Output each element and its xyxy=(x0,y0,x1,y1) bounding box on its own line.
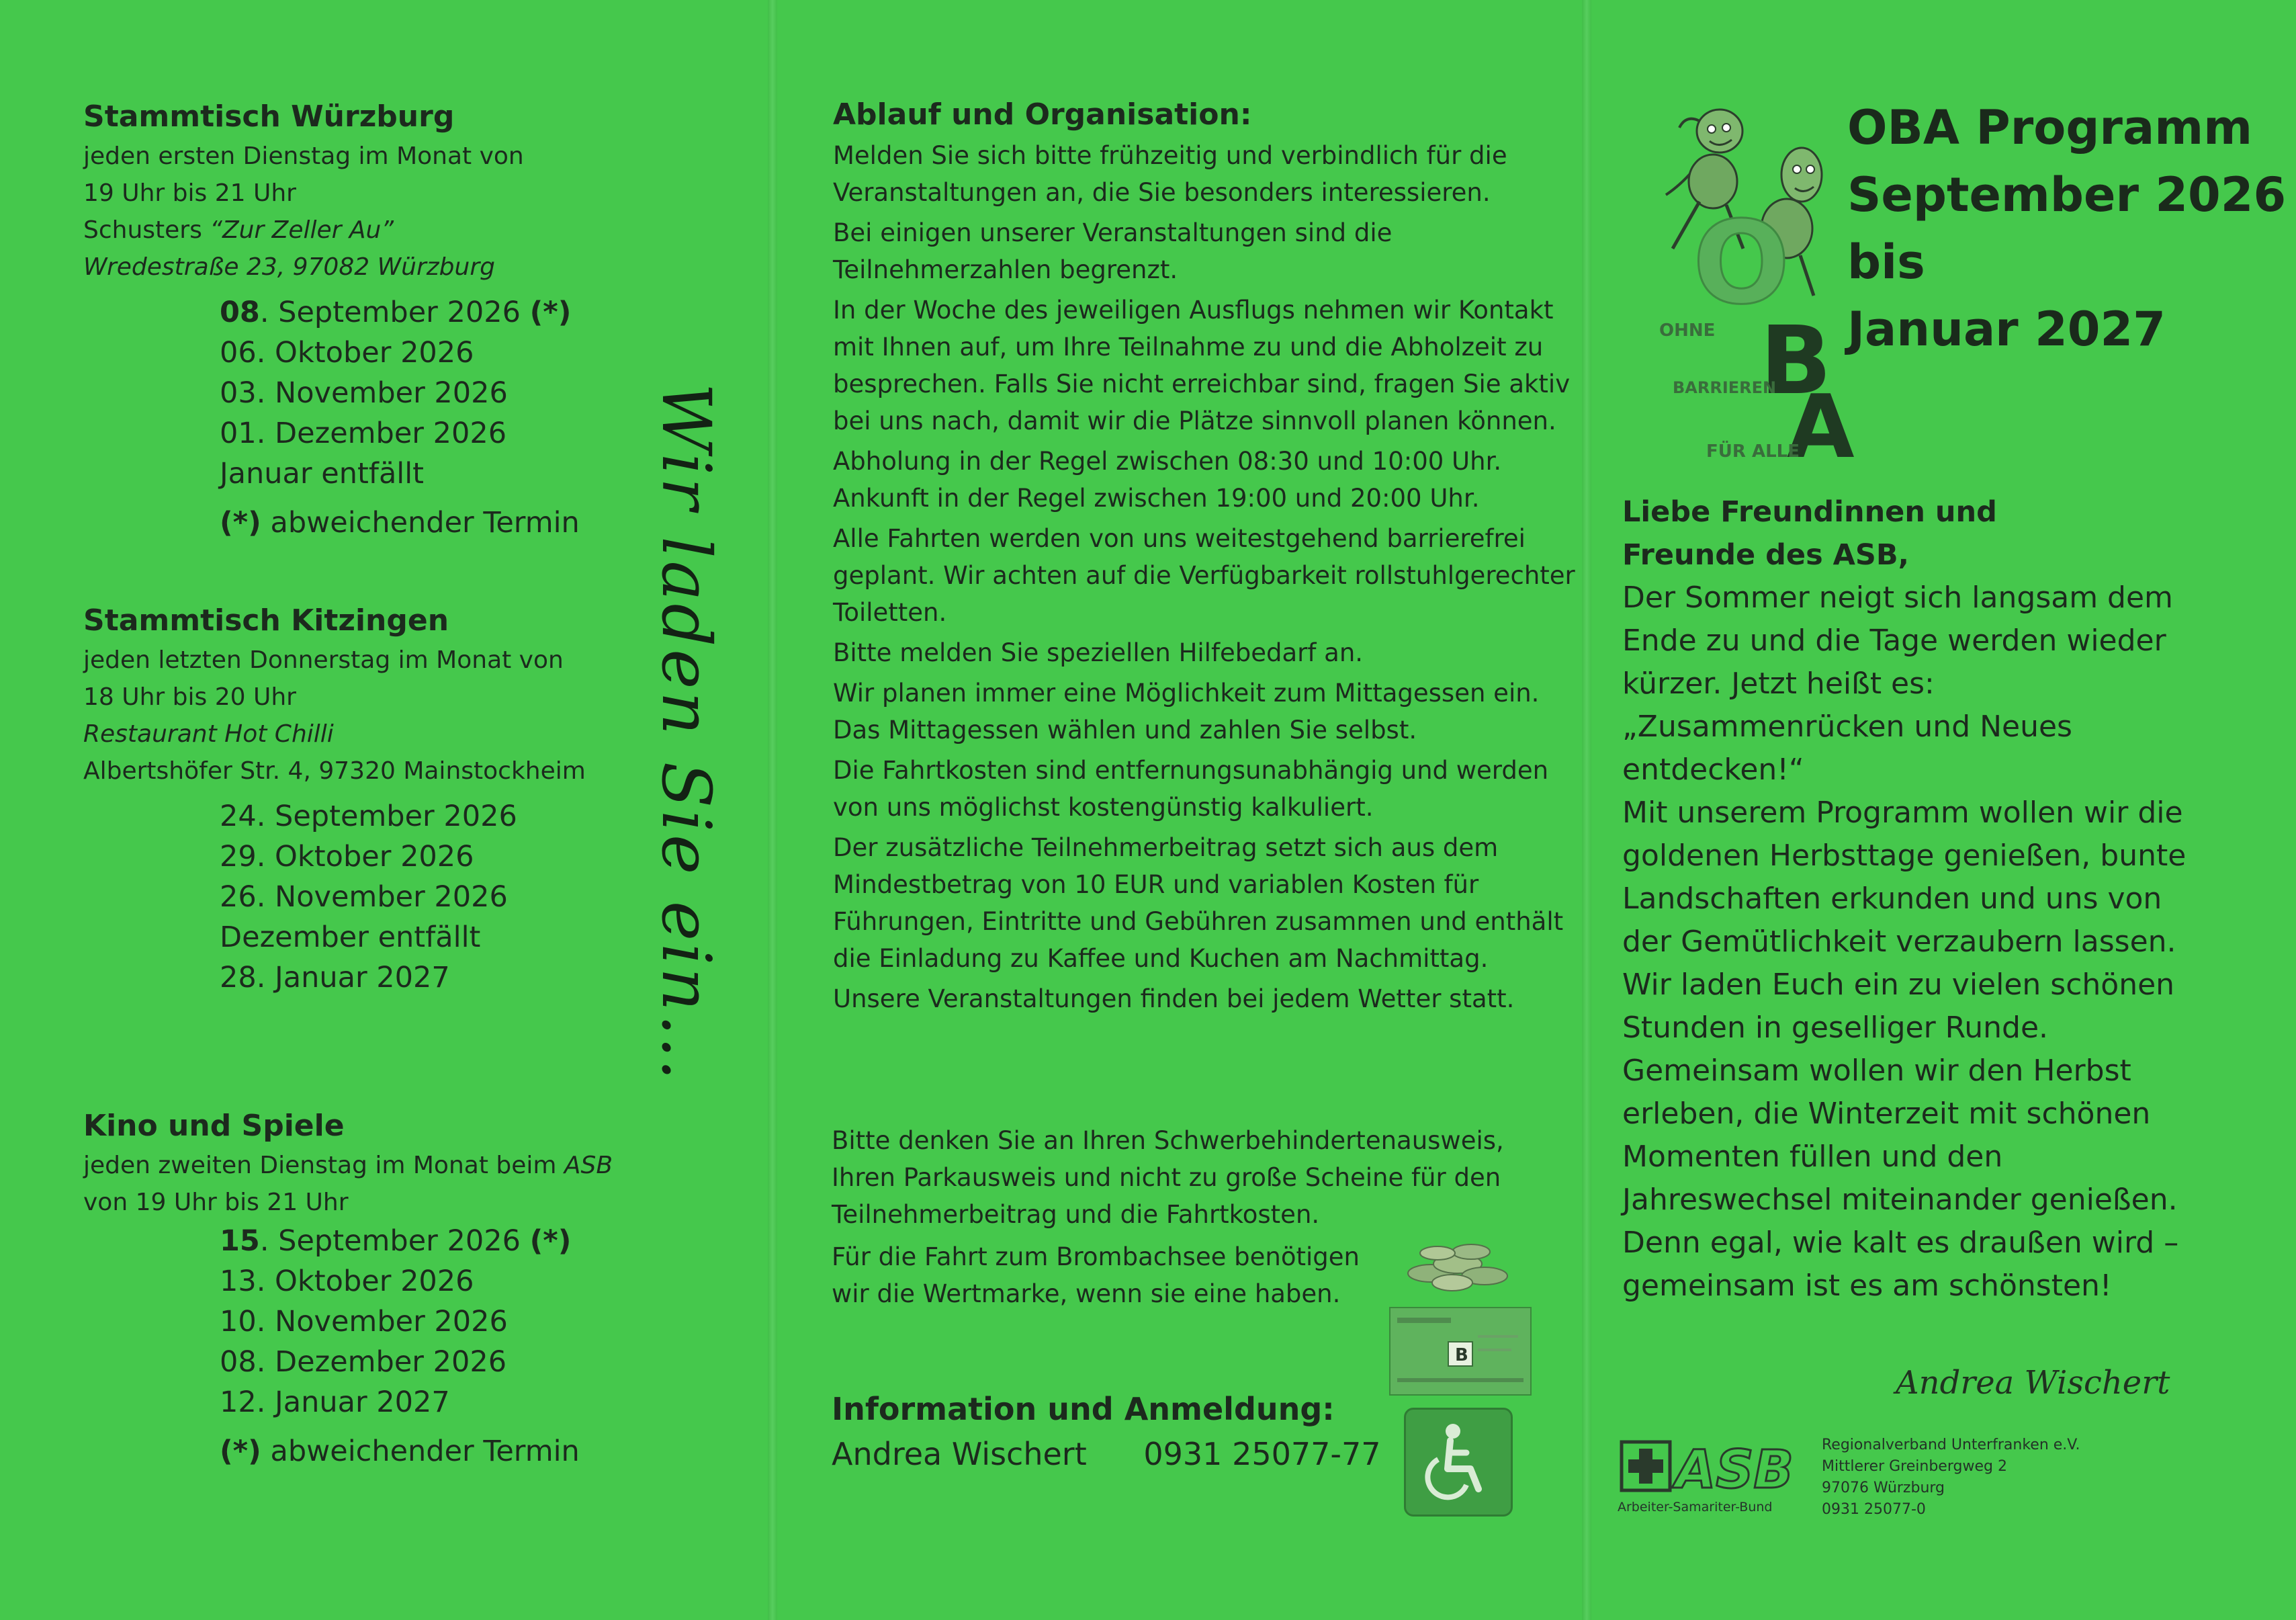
address-line: 0931 25077-0 xyxy=(1822,1501,1926,1518)
panel-left xyxy=(0,0,772,1620)
event-dates xyxy=(220,796,688,998)
procedure-paragraph: Die Fahrtkosten sind entfernungsunabhängig und werden von uns möglichst kostengünstig kalkuliert. xyxy=(833,756,1549,822)
date-item xyxy=(220,1302,688,1342)
date-item xyxy=(220,454,688,494)
letter-line: Momenten füllen und den xyxy=(1622,1140,2003,1174)
program-title xyxy=(1847,94,2286,363)
event-time-line: 18 Uhr bis 20 Uhr xyxy=(83,683,296,711)
procedure-paragraph: Melden Sie sich bitte frühzeitig und verbindlich für die Veranstaltungen an, die Sie besonders interessieren. xyxy=(833,141,1507,207)
date-item xyxy=(220,1342,688,1382)
reminder-wertmarke: Für die Fahrt zum Brombachsee benötigen wir die Wertmarke, wenn sie eine haben. xyxy=(832,1242,1360,1308)
date-rest: 01. Dezember 2026 xyxy=(220,417,507,450)
date-rest: 12. Januar 2027 xyxy=(220,1385,450,1419)
logo-letter-a: A xyxy=(1787,376,1855,478)
letter-line: der Gemütlichkeit verzaubern lassen. xyxy=(1622,925,2176,959)
date-item: 28. Januar 2027 xyxy=(220,961,450,994)
letter-line: Der Sommer neigt sich langsam dem xyxy=(1622,581,2173,615)
contact-section xyxy=(832,1391,1381,1476)
date-item xyxy=(220,333,688,373)
date-day: 15 xyxy=(220,1224,260,1258)
asb-address xyxy=(1822,1435,2080,1521)
panel-right xyxy=(1585,0,2296,1620)
letter-line: kürzer. Jetzt heißt es: xyxy=(1622,667,1935,701)
contact-heading: Information und Anmeldung: xyxy=(832,1391,1335,1427)
greeting-letter xyxy=(1622,491,2247,1308)
asb-logo-icon xyxy=(1619,1437,1814,1500)
letter-line: Wir laden Euch ein zu vielen schönen xyxy=(1622,968,2175,1002)
letter-line: erleben, die Winterzeit mit schönen xyxy=(1622,1097,2151,1131)
note-mark: (*) xyxy=(220,506,261,540)
svg-text:B: B xyxy=(1455,1345,1468,1365)
contact-name: Andrea Wischert xyxy=(832,1436,1087,1472)
date-item xyxy=(220,373,688,413)
venue-prefix: Schusters xyxy=(83,216,210,244)
procedure-paragraph: Bei einigen unserer Veranstaltungen sind die Teilnehmerzahlen begrenzt. xyxy=(833,218,1393,284)
event-title: Stammtisch Würzburg xyxy=(83,99,455,134)
procedure-heading: Ablauf und Organisation: xyxy=(833,97,1252,132)
event-address: Albertshöfer Str. 4, 97320 Mainstockheim xyxy=(83,757,586,785)
reminder-documents: Bitte denken Sie an Ihren Schwerbehindertenausweis, Ihren Parkausweis und nicht zu große Scheine für den Teilnehmerbeitrag und die Fahrtkosten. xyxy=(832,1126,1504,1229)
date-rest: 13. Oktober 2026 xyxy=(220,1265,474,1298)
date-rest: Januar entfällt xyxy=(220,457,425,491)
event-info xyxy=(83,1147,688,1221)
event-venue: Restaurant Hot Chilli xyxy=(83,720,334,748)
asb-logo-text: ASB xyxy=(1675,1440,1794,1500)
event-note xyxy=(220,1435,688,1468)
date-mark: (*) xyxy=(529,1224,572,1258)
procedure-section xyxy=(833,97,1585,1021)
date-item: Dezember entfällt xyxy=(220,921,481,954)
wertmarke-card-icon xyxy=(1389,1307,1532,1396)
letter-line: „Zusammenrücken und Neues xyxy=(1622,710,2072,744)
date-item xyxy=(220,292,688,333)
signature: Andrea Wischert xyxy=(1896,1364,2170,1402)
date-rest: . September 2026 xyxy=(259,296,530,329)
event-info xyxy=(83,138,688,286)
venue-name: “Zur Zeller Au” xyxy=(210,216,394,244)
date-rest: 10. November 2026 xyxy=(220,1305,508,1338)
contact-line xyxy=(832,1433,1381,1476)
letter-line: Landschaften erkunden und uns von xyxy=(1622,882,2162,916)
date-rest: 08. Dezember 2026 xyxy=(220,1345,507,1379)
letter-line: Stunden in geselliger Runde. xyxy=(1622,1011,2049,1045)
logo-fuer-alle: FÜR ALLE xyxy=(1706,441,1800,462)
date-item: 29. Oktober 2026 xyxy=(220,840,474,873)
address-line: Regionalverband Unterfranken e.V. xyxy=(1822,1437,2080,1453)
event-schedule-line: jeden letzten Donnerstag im Monat von xyxy=(83,646,564,674)
schedule-text: jeden zweiten Dienstag im Monat beim xyxy=(83,1152,564,1179)
event-dates xyxy=(220,1221,688,1422)
date-rest: 06. Oktober 2026 xyxy=(220,336,474,370)
letter-line: entdecken!“ xyxy=(1622,753,1804,787)
date-item: 26. November 2026 xyxy=(220,880,508,914)
wheelchair-icon xyxy=(1404,1408,1513,1517)
logo-barrieren: BARRIEREN xyxy=(1673,378,1777,397)
event-schedule-line xyxy=(83,1147,688,1184)
contact-phone: 0931 25077-77 xyxy=(1143,1436,1381,1472)
letter-line: Ende zu und die Tage werden wieder xyxy=(1622,624,2166,658)
date-item xyxy=(220,413,688,454)
event-schedule-line: jeden ersten Dienstag im Monat von xyxy=(83,142,524,170)
title-line: OBA Programm xyxy=(1847,100,2253,155)
procedure-paragraph: Unsere Veranstaltungen finden bei jedem Wetter statt. xyxy=(833,984,1515,1013)
address-line: Mittlerer Greinbergweg 2 xyxy=(1822,1458,2007,1475)
procedure-paragraph: In der Woche des jeweiligen Ausflugs nehmen wir Kontakt mit Ihnen auf, um Ihre Teilnahme zu und die Abholzeit zu besprechen. Falls Sie nicht erreichbar sind, fragen Sie aktiv bei uns nach, damit wir die Plätze sinnvoll planen können. xyxy=(833,296,1571,435)
event-info xyxy=(83,642,688,790)
procedure-paragraph: Der zusätzliche Teilnehmerbeitrag setzt sich aus dem Mindestbetrag von 10 EUR und variablen Kosten für Führungen, Eintritte und Gebühren zusammen und enthält die Einladung zu Kaffee und Kuchen am Nachmittag. xyxy=(833,833,1564,973)
letter-line: goldenen Herbsttage genießen, bunte xyxy=(1622,839,2187,873)
date-item: 24. September 2026 xyxy=(220,800,517,833)
date-item xyxy=(220,1382,688,1422)
note-text: abweichender Termin xyxy=(261,1435,580,1468)
procedure-paragraph: Alle Fahrten werden von uns weitestgehend barrierefrei geplant. Wir achten auf die Verfügbarkeit rollstuhlgerechter Toiletten. xyxy=(833,524,1575,627)
event-address: Wredestraße 23, 97082 Würzburg xyxy=(83,253,496,281)
date-rest: . September 2026 xyxy=(259,1224,530,1258)
date-item xyxy=(220,1221,688,1261)
note-mark: (*) xyxy=(220,1435,261,1468)
event-title: Stammtisch Kitzingen xyxy=(83,603,449,638)
coins-icon xyxy=(1390,1226,1525,1300)
event-stammtisch-wuerzburg xyxy=(83,99,688,540)
letter-line: gemeinsam ist es am schönsten! xyxy=(1622,1269,2112,1303)
letter-line: Jahreswechsel miteinander genießen. xyxy=(1622,1183,2178,1217)
letter-line: Gemeinsam wollen wir den Herbst xyxy=(1622,1054,2131,1088)
salutation-line: Liebe Freundinnen und xyxy=(1622,495,1997,529)
logo-letter-b: B xyxy=(1760,306,1832,416)
title-line: Januar 2027 xyxy=(1847,302,2166,357)
title-line: bis xyxy=(1847,235,1925,290)
note-text: abweichender Termin xyxy=(261,506,580,540)
letter-line: Mit unserem Programm wollen wir die xyxy=(1622,796,2183,830)
asb-subtitle: Arbeiter-Samariter-Bund xyxy=(1618,1500,1773,1515)
panel-middle xyxy=(772,0,1585,1620)
schedule-asb: ASB xyxy=(564,1152,613,1179)
event-time-line: 19 Uhr bis 21 Uhr xyxy=(83,179,296,207)
letter-body xyxy=(1622,577,2247,1308)
date-day: 08 xyxy=(220,296,260,329)
title-line: September 2026 xyxy=(1847,167,2287,222)
event-title: Kino und Spiele xyxy=(83,1109,345,1143)
event-kino-und-spiele xyxy=(83,1109,688,1468)
event-dates xyxy=(220,292,688,494)
procedure-paragraph: Abholung in der Regel zwischen 08:30 und 10:00 Uhr. Ankunft in der Regel zwischen 19:00 und 20:00 Uhr. xyxy=(833,447,1502,513)
oba-logo-icon xyxy=(1626,94,1855,478)
letter-line: Denn egal, wie kalt es draußen wird – xyxy=(1622,1226,2179,1260)
date-rest: 03. November 2026 xyxy=(220,376,508,410)
event-stammtisch-kitzingen xyxy=(83,603,688,998)
date-mark: (*) xyxy=(529,296,572,329)
procedure-paragraph: Wir planen immer eine Möglichkeit zum Mittagessen ein. Das Mittagessen wählen und zahlen Sie selbst. xyxy=(833,679,1540,744)
event-venue xyxy=(83,212,688,249)
logo-ohne: OHNE xyxy=(1659,321,1716,341)
invitation-vertical-text: Wir laden Sie ein… xyxy=(647,383,725,1084)
logo-letter-o: O xyxy=(1693,197,1790,330)
date-item xyxy=(220,1261,688,1302)
salutation-line: Freunde des ASB, xyxy=(1622,538,1909,572)
event-note xyxy=(220,506,688,540)
event-time-line: von 19 Uhr bis 21 Uhr xyxy=(83,1189,349,1216)
procedure-paragraph: Bitte melden Sie speziellen Hilfebedarf an. xyxy=(833,638,1364,667)
address-line: 97076 Würzburg xyxy=(1822,1480,1945,1496)
